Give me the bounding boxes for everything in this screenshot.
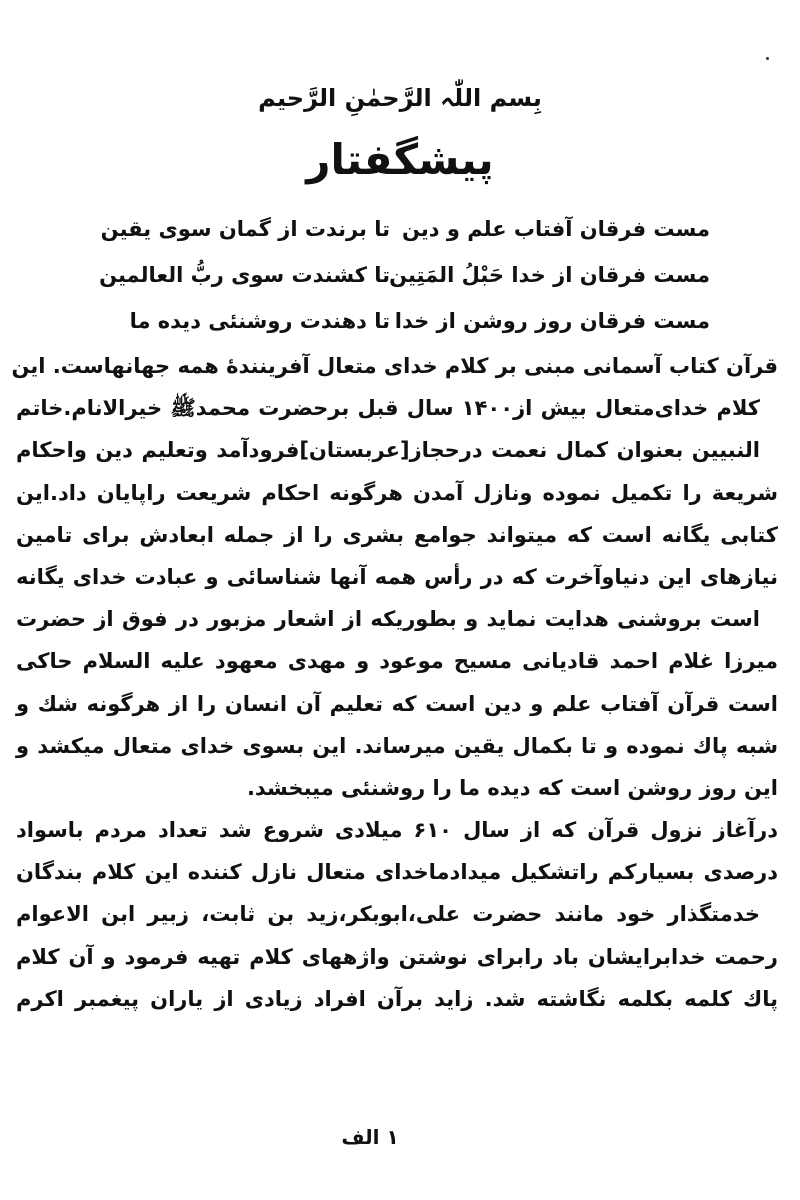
verse-line: [50, 206, 710, 252]
verse-line: [50, 298, 710, 344]
text-line: درآغاز نزول قرآن که از سال ۶۱۰ میلادی شروع شد تعداد مردم باسواد: [16, 818, 778, 843]
text-line: نیازهای این دنیاوآخرت که در رأس همه آنها شناسائی و عبادت خدای یگانه: [16, 564, 778, 589]
paragraph-1: [11, 345, 778, 809]
verse-second-half: تا دهندت روشنئی دیده ما: [129, 309, 390, 333]
text-line: خدمتگذار خود مانند حضرت علی،ابوبکر،زید بن ثابت، زبیر ابن الاعوام: [16, 902, 760, 927]
verse-second-half: تا برندت از گمان سوی یقین: [100, 217, 390, 241]
verse-first-half: مست فرقان آفتاب علم و دین: [401, 217, 710, 241]
text-line: است بروشنی هدایت نماید و بطوریکه از اشعار مزبور در فوق از حضرت: [16, 607, 760, 632]
poem-verses: [50, 206, 710, 344]
text-line: درصدی بسیارکم راتشکیل میدادماخدای متعال نازل کننده این کلام بندگان: [16, 860, 778, 885]
text-line: النبیین بعنوان کمال نعمت درحجاز[عربستان]فرودآمد وتعلیم دین واحکام: [16, 438, 760, 463]
text-line: پاك کلمه بکلمه نگاشته شد. زاید برآن افراد زیادی از یاران پیغمبر اکرم: [16, 986, 778, 1011]
verse-first-half: مست فرقان روز روشن از خدا: [394, 309, 710, 333]
text-line: قرآن کتاب آسمانی مبنی بر کلام خدای متعال آفرینندهٔ همه جهانهاست. این: [11, 354, 778, 378]
text-line: شبه پاك نموده و تا بکمال یقین میرساند. این بسوی خدای متعال میکشد و: [16, 733, 778, 758]
page-number: ۱ الف: [341, 1125, 399, 1149]
text-line: کتابی یگانه است که میتواند جوامع بشری را از جمله ابعادش برای تامین: [16, 522, 778, 547]
text-line: این روز روشن است که دیده ما را روشنئی میبخشد.: [246, 775, 778, 800]
page-title: پیشگفتار: [306, 135, 494, 184]
verse-second-half: تا کشندت سوی ربُّ العالمین: [99, 263, 390, 287]
text-line: میرزا غلام احمد قادیانی مسیح موعود و مهدی معهود علیه السلام حاکی: [16, 649, 778, 674]
text-line: شریعة را تکمیل نموده ونازل آمدن هرگونه احکام شریعت راپایان داد.این: [16, 480, 778, 505]
verse-line: [50, 252, 710, 298]
text-line: رحمت خدابرایشان باد رابرای نوشتن واژههای کلام تهیه فرمود و آن کلام: [16, 944, 778, 969]
scan-speck: [766, 57, 769, 60]
body-text: [11, 345, 778, 1020]
paragraph-2: [16, 809, 778, 1020]
text-line: است قرآن آفتاب علم و دین است که تعلیم آن انسان را از هرگونه شك و: [16, 691, 778, 716]
text-line: کلام خدای‌متعال بیش از۱۴۰۰ سال قبل برحضرت محمدﷺ خیرالانام.خاتم: [16, 396, 761, 421]
verse-first-half: مست فرقان از خدا حَبْلُ المَتِین: [389, 263, 710, 287]
bismillah-heading: بِسم اللّٰہ الرَّحمٰنِ الرَّحیم: [258, 84, 542, 112]
